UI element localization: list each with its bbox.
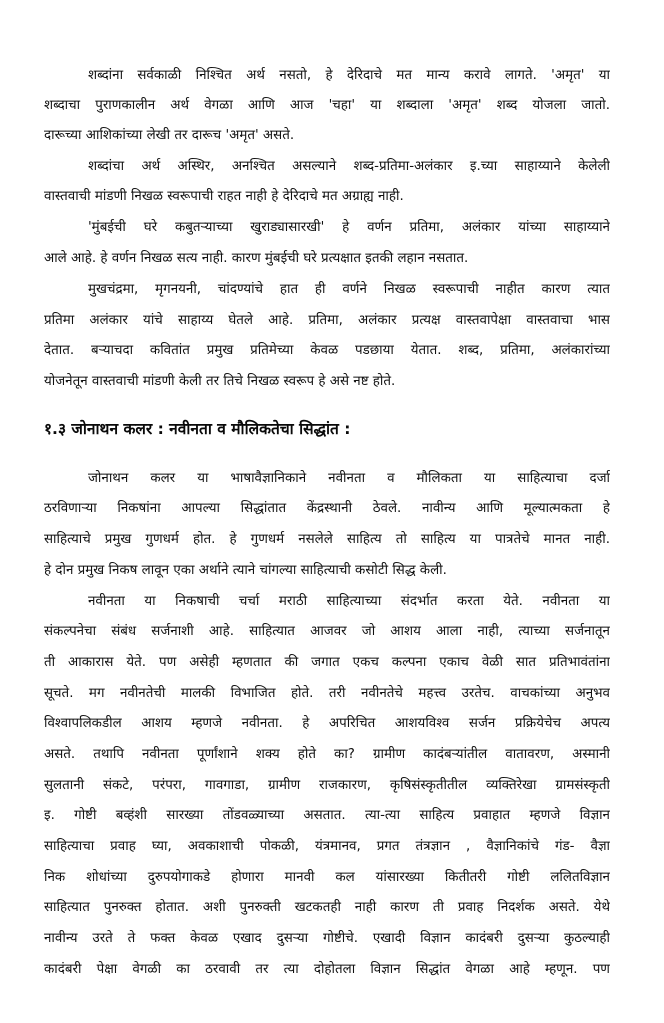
paragraph-6-line-4: सूचते. मग नवीनतेची मालकी विभाजित होते. तरी नवीनतेचे महत्त्व उरतेच. वाचकांच्या अनुभव: [44, 686, 610, 701]
section-heading: १.३ जोनाथन कलर : नवीनता व मौलिकतेचा सिद्धांत :: [44, 420, 351, 438]
paragraph-2-line-2: वास्तवाची मांडणी निखळ स्वरूपाची राहत नाही हे देरिदाचे मत अग्राह्य नाही.: [44, 189, 404, 204]
paragraph-1-line-2: शब्दाचा पुराणकालीन अर्थ वेगळा आणि आज 'चहा' या शब्दाला 'अमृत' शब्द योजला जातो.: [44, 98, 610, 113]
paragraph-4-line-4: योजनेतून वास्तवाची मांडणी केली तर तिचे निखळ स्वरूप हे असे नष्ट होते.: [44, 374, 396, 389]
paragraph-5-line-2: ठरविणाऱ्या निकषांना आपल्या सिद्धांतात केंद्रस्थानी ठेवले. नावीन्य आणि मूल्यात्मकता हे: [44, 501, 610, 516]
paragraph-6-line-3: ती आकारास येते. पण असेही म्हणतात की जगात एकच कल्पना एकाच वेळी सात प्रतिभावंतांना: [44, 655, 610, 670]
paragraph-1-line-3: दारूच्या आशिकांच्या लेखी तर दारूच 'अमृत' असते.: [44, 128, 295, 143]
paragraph-2-line-1: शब्दांचा अर्थ अस्थिर, अनश्चित असल्याने शब्द-प्रतिमा-अलंकार इ.च्या साहाय्याने केलेली: [88, 159, 610, 174]
paragraph-6-line-9: साहित्याचा प्रवाह घ्या, अवकाशाची पोकळी, यंत्रमानव, प्रगत तंत्रज्ञान , वैज्ञानिकांचे गंड- वैज्ञा: [44, 839, 610, 854]
paragraph-6-line-11: साहित्यात पुनरुक्त होतात. अशी पुनरुक्ती खटकतही नाही कारण ती प्रवाह निदर्शक असते. येथे: [44, 900, 610, 915]
paragraph-5-line-1: जोनाथन कलर या भाषावैज्ञानिकाने नवीनता व मौलिकता या साहित्याचा दर्जा: [88, 471, 610, 486]
paragraph-6-line-7: सुलतानी संकटे, परंपरा, गावगाडा, ग्रामीण राजकारण, कृषिसंस्कृतीतील व्यक्तिरेखा ग्रामसंस्कृती: [44, 778, 610, 793]
paragraph-6-line-1: नवीनता या निकषाची चर्चा मराठी साहित्याच्या संदर्भात करता येते. नवीनता या: [88, 594, 610, 609]
paragraph-5-line-3: साहित्याचे प्रमुख गुणधर्म होत. हे गुणधर्म नसलेले साहित्य तो साहित्य या पात्रतेचे मानत नाही.: [44, 532, 610, 547]
paragraph-6-line-6: असते. तथापि नवीनता पूर्णांशाने शक्य होते का? ग्रामीण कादंबऱ्यांतील वातावरण, अस्मानी: [44, 747, 610, 762]
paragraph-6-line-12: नावीन्य उरते ते फक्त केवळ एखाद दुसऱ्या गोष्टीचे. एखादी विज्ञान कादंबरी दुसऱ्या कुठल्याही: [44, 931, 610, 946]
paragraph-1-line-1: शब्दांना सर्वकाळी निश्चित अर्थ नसतो, हे देरिदाचे मत मान्य करावे लागते. 'अमृत' या: [88, 68, 610, 83]
paragraph-6-line-13: कादंबरी पेक्षा वेगळी का ठरवावी तर त्या दोहोतला विज्ञान सिद्धांत वेगळा आहे म्हणून. पण: [44, 962, 610, 977]
paragraph-6-line-2: संकल्पनेचा संबंध सर्जनाशी आहे. साहित्यात आजवर जो आशय आला नाही, त्याच्या सर्जनातून: [44, 624, 610, 639]
paragraph-4-line-1: मुखचंद्रमा, मृगनयनी, चांदण्यांचे हात ही वर्णने निखळ स्वरूपाची नाहीत कारण त्यात: [88, 282, 610, 297]
paragraph-3-line-1: 'मुंबईची घरे कबुतऱ्याच्या खुराड्यासारखी' हे वर्णन प्रतिमा, अलंकार यांच्या साहाय्याने: [88, 220, 610, 235]
paragraph-4-line-3: देतात. बऱ्याचदा कवितांत प्रमुख प्रतिमेच्या केवळ पडछाया येतात. शब्द, प्रतिमा, अलंकारांच्या: [44, 343, 610, 358]
paragraph-6-line-8: इ. गोष्टी बव्हंशी सारख्या तोंडवळ्याच्या असतात. त्या-त्या साहित्य प्रवाहात म्हणजे विज्ञान: [44, 808, 610, 823]
paragraph-6-line-5: विश्वापलिकडील आशय म्हणजे नवीनता. हे अपरिचित आशयविश्व सर्जन प्रक्रियेचेच अपत्य: [44, 716, 610, 731]
paragraph-5-line-4: हे दोन प्रमुख निकष लावून एका अर्थाने त्याने चांगल्या साहित्याची कसोटी सिद्ध केली.: [44, 563, 447, 578]
paragraph-6-line-10: निक शोधांच्या दुरुपयोगाकडे होणारा मानवी कल यांसारख्या कितीतरी गोष्टी ललितविज्ञान: [44, 870, 610, 885]
paragraph-4-line-2: प्रतिमा अलंकार यांचे साहाय्य घेतले आहे. प्रतिमा, अलंकार प्रत्यक्ष वास्तवापेक्षा वास्तवाचा भास: [44, 313, 610, 328]
paragraph-3-line-2: आले आहे. हे वर्णन निखळ सत्य नाही. कारण मुंबईची घरे प्रत्यक्षात इतकी लहान नसतात.: [44, 251, 469, 266]
